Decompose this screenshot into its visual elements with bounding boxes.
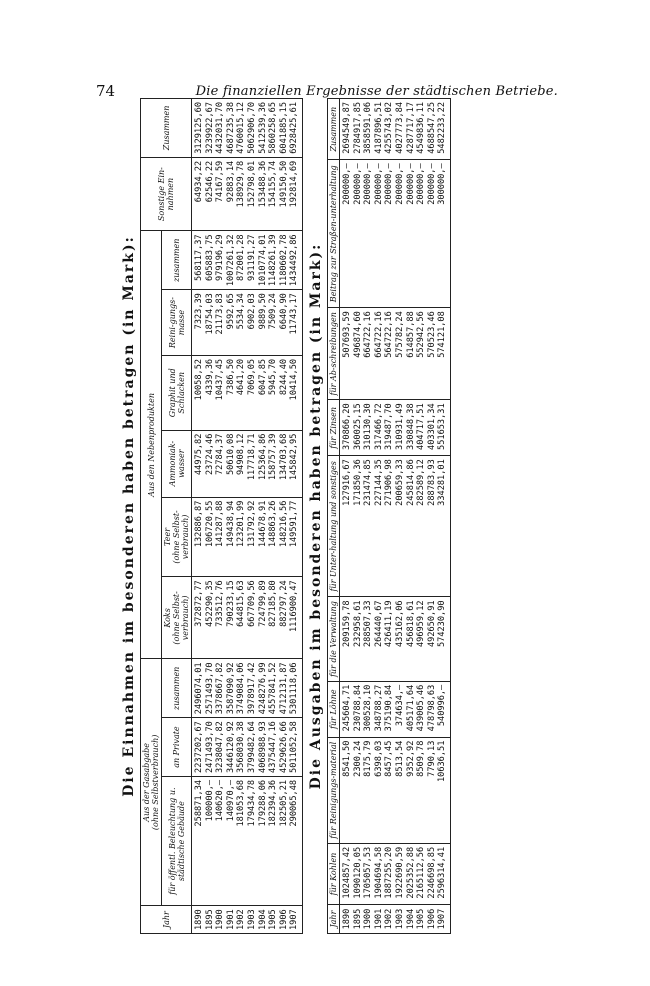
value-cell: 92883,14 [226,157,237,231]
value-cell: 724799,89 [258,577,269,659]
value-cell: 152798,01 [247,157,258,231]
year-cell: 1907 [437,905,450,934]
col-reinigungsmaterial: für Reinigungs-material [327,737,339,843]
value-cell: 11743,17 [289,290,302,356]
value-cell: 258871,34 [192,776,205,905]
value-cell: 404717,51 [416,400,427,456]
value-cell: 300528,10 [363,681,374,737]
value-cell: 288507,33 [363,597,374,681]
value-cell: 4068988,93 [258,718,269,777]
value-cell: 200000,— [363,160,374,308]
value-cell: 134703,68 [279,430,290,497]
value-cell: 288783,93 [427,456,438,597]
value-cell: 456818,61 [406,597,417,681]
value-cell: 317466,72 [374,400,385,456]
value-cell: 2300,24 [353,737,364,843]
value-cell: 171850,36 [353,456,364,597]
table-row [258,99,269,934]
value-cell: 3446120,92 [226,718,237,777]
value-cell: 4255743,02 [384,99,395,160]
value-cell: 3238047,82 [215,718,226,777]
value-cell: 492650,91 [427,597,438,681]
value-cell: 435162,06 [395,597,406,681]
value-cell: 154155,74 [268,157,279,231]
value-cell: 10437,45 [215,355,226,430]
value-cell: 64934,22 [192,157,205,231]
value-cell: 2784917,85 [353,99,364,160]
value-cell: 439005,46 [416,681,427,737]
table1-title: Die Einnahmen im besonderen haben betragen (in Mark): [121,235,137,797]
col-zusammen-gas: zusammen [162,659,192,718]
value-cell: 4687235,38 [226,99,237,158]
value-cell: 140970,— [226,776,237,905]
value-cell: 8457,45 [384,737,395,843]
value-cell: 8541,50 [339,737,352,843]
year-cell: 1905 [268,906,279,934]
value-cell: 405171,64 [406,681,417,737]
value-cell: 5482233,22 [437,99,450,160]
col-zusammen-total: Zusammen [141,99,192,158]
value-cell: 4432031,70 [215,99,226,158]
value-cell: 72784,37 [215,430,226,497]
value-cell: 1922690,59 [395,843,406,904]
table-row [205,99,216,934]
value-cell: 733512,76 [215,577,226,659]
col-koks [162,577,192,659]
value-cell: 149591,77 [289,497,302,577]
value-cell: 5301118,06 [289,659,302,718]
value-cell: 21173,83 [215,290,226,356]
page-header [0,70,650,100]
value-cell: 3239922,67 [205,99,216,158]
value-cell: 374634,— [395,681,406,737]
value-cell: 6928425,61 [289,99,302,158]
value-cell: 4712131,87 [279,659,290,718]
income-table [140,98,303,934]
value-cell: 132886,87 [192,497,205,577]
col-graphit: Graphit und Schlacken [162,355,192,430]
value-cell: 4375447,16 [268,718,279,777]
col-zinsen: für Zinsen [327,400,339,456]
value-cell: 1090120,05 [353,843,364,904]
value-cell: 574230,90 [437,597,450,681]
value-cell: 790233,15 [226,577,237,659]
value-cell: 3858591,06 [363,99,374,160]
value-cell: 6047,85 [258,355,269,430]
col-teer [162,497,192,577]
table-row [416,99,427,934]
year-cell: 1906 [279,906,290,934]
col-abschreibungen: für Ab-schreibungen [327,308,339,400]
value-cell: 979196,29 [215,231,226,290]
year-cell: 1902 [384,905,395,934]
value-cell: 3799482,64 [247,718,258,777]
year-cell: 1895 [353,905,364,934]
value-cell: 138929,78 [236,157,247,231]
year-cell: 1903 [247,906,258,934]
value-cell: 4688547,25 [427,99,438,160]
year-cell: 1900 [215,906,226,934]
value-cell: 200000,— [339,160,352,308]
value-cell: 290065,48 [289,776,302,905]
gasabgabe-note: (ohne Selbstverbrauch) [151,734,160,831]
value-cell: 552942,56 [416,308,427,400]
value-cell: 2237202,67 [192,718,205,777]
value-cell: 149438,94 [226,497,237,577]
value-cell: 4549836,11 [416,99,427,160]
col-reinigung: Reini-gungs-masse [162,290,192,356]
value-cell: 141287,88 [215,497,226,577]
table-row [279,99,290,934]
value-cell: 3129125,60 [192,99,205,158]
value-cell: 2694549,87 [339,99,352,160]
value-cell: 44975,82 [192,430,205,497]
value-cell: 100000,— [205,776,216,905]
value-cell: 140620,— [215,776,226,905]
teer-note: (ohne Selbst-verbrauch) [172,510,190,564]
value-cell: 200000,— [406,160,417,308]
value-cell: 227144,35 [374,456,385,597]
value-cell: 360025,15 [353,400,364,456]
value-cell: 8244,40 [279,355,290,430]
table-row [384,99,395,934]
koks-label: Koks [163,608,172,628]
col-jahr2: Jahr [327,905,339,934]
running-title: Die finanziellen Ergebnisse der städtischen Betriebe. [195,84,558,99]
value-cell: 230788,84 [353,681,364,737]
table-row [353,99,364,934]
value-cell: 123201,99 [236,497,247,577]
value-cell: 6902,03 [247,290,258,356]
value-cell: 426411,19 [384,597,395,681]
year-cell: 1907 [289,906,302,934]
value-cell: 5534,34 [236,290,247,356]
value-cell: 334281,01 [437,456,450,597]
year-cell: 1904 [258,906,269,934]
value-cell: 551653,31 [437,400,450,456]
value-cell: 330848,38 [406,400,417,456]
value-cell: 1024857,42 [339,843,352,904]
table-row [363,99,374,934]
value-cell: 200000,— [427,160,438,308]
value-cell: 2165112,56 [416,843,427,904]
value-cell: 564722,16 [384,308,395,400]
value-cell: 7509,24 [268,290,279,356]
value-cell: 4027773,84 [395,99,406,160]
value-cell: 282589,12 [416,456,427,597]
table-row [339,99,352,934]
value-cell: 568117,37 [192,231,205,290]
table-row [289,99,302,934]
value-cell: 148216,56 [279,497,290,577]
value-cell: 4557841,52 [268,659,279,718]
value-cell: 452290,35 [205,577,216,659]
value-cell: 496959,12 [416,597,427,681]
value-cell: 149150,50 [279,157,290,231]
year-cell: 1903 [395,905,406,934]
value-cell: 200000,— [416,160,427,308]
year-cell: 1890 [339,905,352,934]
table-row [374,99,385,934]
table-row [406,99,417,934]
value-cell: 8509,78 [416,737,427,843]
value-cell: 127916,67 [339,456,352,597]
col-zusammen2: Zusammen [327,99,339,160]
value-cell: 4760015,12 [236,99,247,158]
value-cell: 664722,16 [363,308,374,400]
value-cell: 575782,24 [395,308,406,400]
value-cell: 370866,20 [339,400,352,456]
value-cell: 179288,06 [258,776,269,905]
value-cell: 7323,39 [192,290,205,356]
value-cell: 2496074,01 [192,659,205,718]
value-cell: 372872,77 [192,577,205,659]
rotated-content [118,98,518,934]
value-cell: 872001,28 [236,231,247,290]
value-cell: 1434492,86 [289,231,302,290]
value-cell: 158757,39 [268,430,279,497]
value-cell: 9592,65 [226,290,237,356]
value-cell: 3978917,42 [247,659,258,718]
value-cell: 264440,67 [374,597,385,681]
value-cell: 209159,78 [339,597,352,681]
value-cell: 9889,50 [258,290,269,356]
table-row [437,99,450,934]
value-cell: 106720,55 [205,497,216,577]
value-cell: 4529626,66 [279,718,290,777]
value-cell: 62546,22 [205,157,216,231]
value-cell: 1007261,32 [226,231,237,290]
value-cell: 300000,— [437,160,450,308]
col-sonstige: Sonstige Ein-nahmen [141,157,192,231]
value-cell: 8175,79 [363,737,374,843]
value-cell: 882797,24 [279,577,290,659]
value-cell: 131792,92 [247,497,258,577]
table-row [236,99,247,934]
value-cell: 6398,03 [374,737,385,843]
value-cell: 182394,36 [268,776,279,905]
value-cell: 1116900,47 [289,577,302,659]
year-cell: 1904 [406,905,417,934]
col-oeffentlich: für öffentl. Beleuchtung u. städtische Gebäude [162,776,192,905]
value-cell: 310931,49 [395,400,406,456]
value-cell: 1010774,01 [258,231,269,290]
value-cell: 4339,36 [205,355,216,430]
value-cell: 540996,— [437,681,450,737]
value-cell: 5945,70 [268,355,279,430]
value-cell: 2471493,70 [205,718,216,777]
value-cell: 145842,95 [289,430,302,497]
value-cell: 4641,20 [236,355,247,430]
value-cell: 200000,— [353,160,364,308]
value-cell: 10636,51 [437,737,450,843]
value-cell: 319487,70 [384,400,395,456]
value-cell: 7069,05 [247,355,258,430]
year-cell: 1901 [226,906,237,934]
value-cell: 9352,92 [406,737,417,843]
gasabgabe-label: Aus der Gasabgabe [142,743,151,822]
expense-table-body [339,99,450,934]
col-jahr: Jahr [141,906,192,934]
value-cell: 179434,78 [247,776,258,905]
value-cell: 125364,86 [258,430,269,497]
value-cell: 245604,71 [339,681,352,737]
value-cell: 50610,08 [226,430,237,497]
value-cell: 605883,75 [205,231,216,290]
value-cell: 2571493,70 [205,659,216,718]
value-cell: 6041885,15 [279,99,290,158]
value-cell: 5412539,36 [258,99,269,158]
value-cell: 827185,80 [268,577,279,659]
value-cell: 1148261,39 [268,231,279,290]
value-cell: 94908,12 [236,430,247,497]
year-cell: 1901 [374,905,385,934]
col-strassen: Beitrag zur Straßen-unterhaltung [327,160,339,308]
table2-title: Die Ausgaben im besonderen haben betragen (in Mark): [307,242,324,790]
value-cell: 644815,63 [236,577,247,659]
value-cell: 4248276,99 [258,659,269,718]
value-cell: 375190,84 [384,681,395,737]
value-cell: 614857,88 [406,308,417,400]
table-row [192,99,205,934]
table-row [226,99,237,934]
value-cell: 570523,46 [427,308,438,400]
value-cell: 4287717,17 [406,99,417,160]
value-cell: 181053,68 [236,776,247,905]
value-cell: 4187896,51 [374,99,385,160]
col-ammoniak: Ammoniak-wasser [162,430,192,497]
value-cell: 200000,— [374,160,385,308]
table-row [247,99,258,934]
value-cell: 200000,— [384,160,395,308]
value-cell: 8513,54 [395,737,406,843]
col-verwaltung: für die Verwaltung [327,597,339,681]
page-number: 74 [96,82,116,100]
value-cell: 1705057,53 [363,843,374,904]
value-cell: 403301,34 [427,400,438,456]
value-cell: 23724,46 [205,430,216,497]
value-cell: 271906,98 [384,456,395,597]
value-cell: 74167,59 [215,157,226,231]
value-cell: 232958,61 [353,597,364,681]
teer-label: Teer [163,527,172,546]
group-nebenprodukte: Aus den Nebenprodukten [141,231,162,659]
year-cell: 1890 [192,906,205,934]
value-cell: 3587090,92 [226,659,237,718]
value-cell: 10414,50 [289,355,302,430]
col-unterhaltung: für Unter-haltung und sonstiges [327,456,339,597]
value-cell: 117718,71 [247,430,258,497]
value-cell: 3378667,82 [215,659,226,718]
table-row [215,99,226,934]
value-cell: 2025352,88 [406,843,417,904]
table-row [268,99,279,934]
value-cell: 5860258,65 [268,99,279,158]
value-cell: 310130,30 [363,400,374,456]
value-cell: 148863,26 [268,497,279,577]
value-cell: 245814,86 [406,456,417,597]
value-cell: 507693,59 [339,308,352,400]
value-cell: 192814,69 [289,157,302,231]
value-cell: 200000,— [395,160,406,308]
value-cell: 18754,03 [205,290,216,356]
year-cell: 1906 [427,905,438,934]
value-cell: 496874,60 [353,308,364,400]
value-cell: 10058,52 [192,355,205,430]
value-cell: 144678,91 [258,497,269,577]
value-cell: 3749084,06 [236,659,247,718]
value-cell: 931191,27 [247,231,258,290]
year-cell: 1905 [416,905,427,934]
value-cell: 200659,33 [395,456,406,597]
value-cell: 5062906,70 [247,99,258,158]
value-cell: 6640,90 [279,290,290,356]
value-cell: 182505,21 [279,776,290,905]
value-cell: 348788,27 [374,681,385,737]
koks-note: (ohne Selbst-verbrauch) [172,591,190,645]
group-gasabgabe [141,659,162,906]
year-cell: 1900 [363,905,374,934]
col-kohlen: für Kohlen [327,843,339,904]
table-row [395,99,406,934]
value-cell: 1887255,20 [384,843,395,904]
value-cell: 664722,16 [374,308,385,400]
value-cell: 231474,85 [363,456,374,597]
col-loehne: für Löhne [327,681,339,737]
expense-table [327,98,451,934]
value-cell: 3568030,38 [236,718,247,777]
value-cell: 5011052,58 [289,718,302,777]
income-table-body [192,99,303,934]
value-cell: 667709,56 [247,577,258,659]
value-cell: 1180602,78 [279,231,290,290]
year-cell: 1895 [205,906,216,934]
col-zusammen-neben: zusammen [162,231,192,290]
value-cell: 153488,36 [258,157,269,231]
value-cell: 7386,50 [226,355,237,430]
table-row [427,99,438,934]
year-cell: 1902 [236,906,247,934]
value-cell: 574121,08 [437,308,450,400]
col-private: an Private [162,718,192,777]
value-cell: 2246698,85 [427,843,438,904]
value-cell: 1904694,58 [374,843,385,904]
value-cell: 2596314,41 [437,843,450,904]
value-cell: 7790,13 [427,737,438,843]
value-cell: 478798,63 [427,681,438,737]
